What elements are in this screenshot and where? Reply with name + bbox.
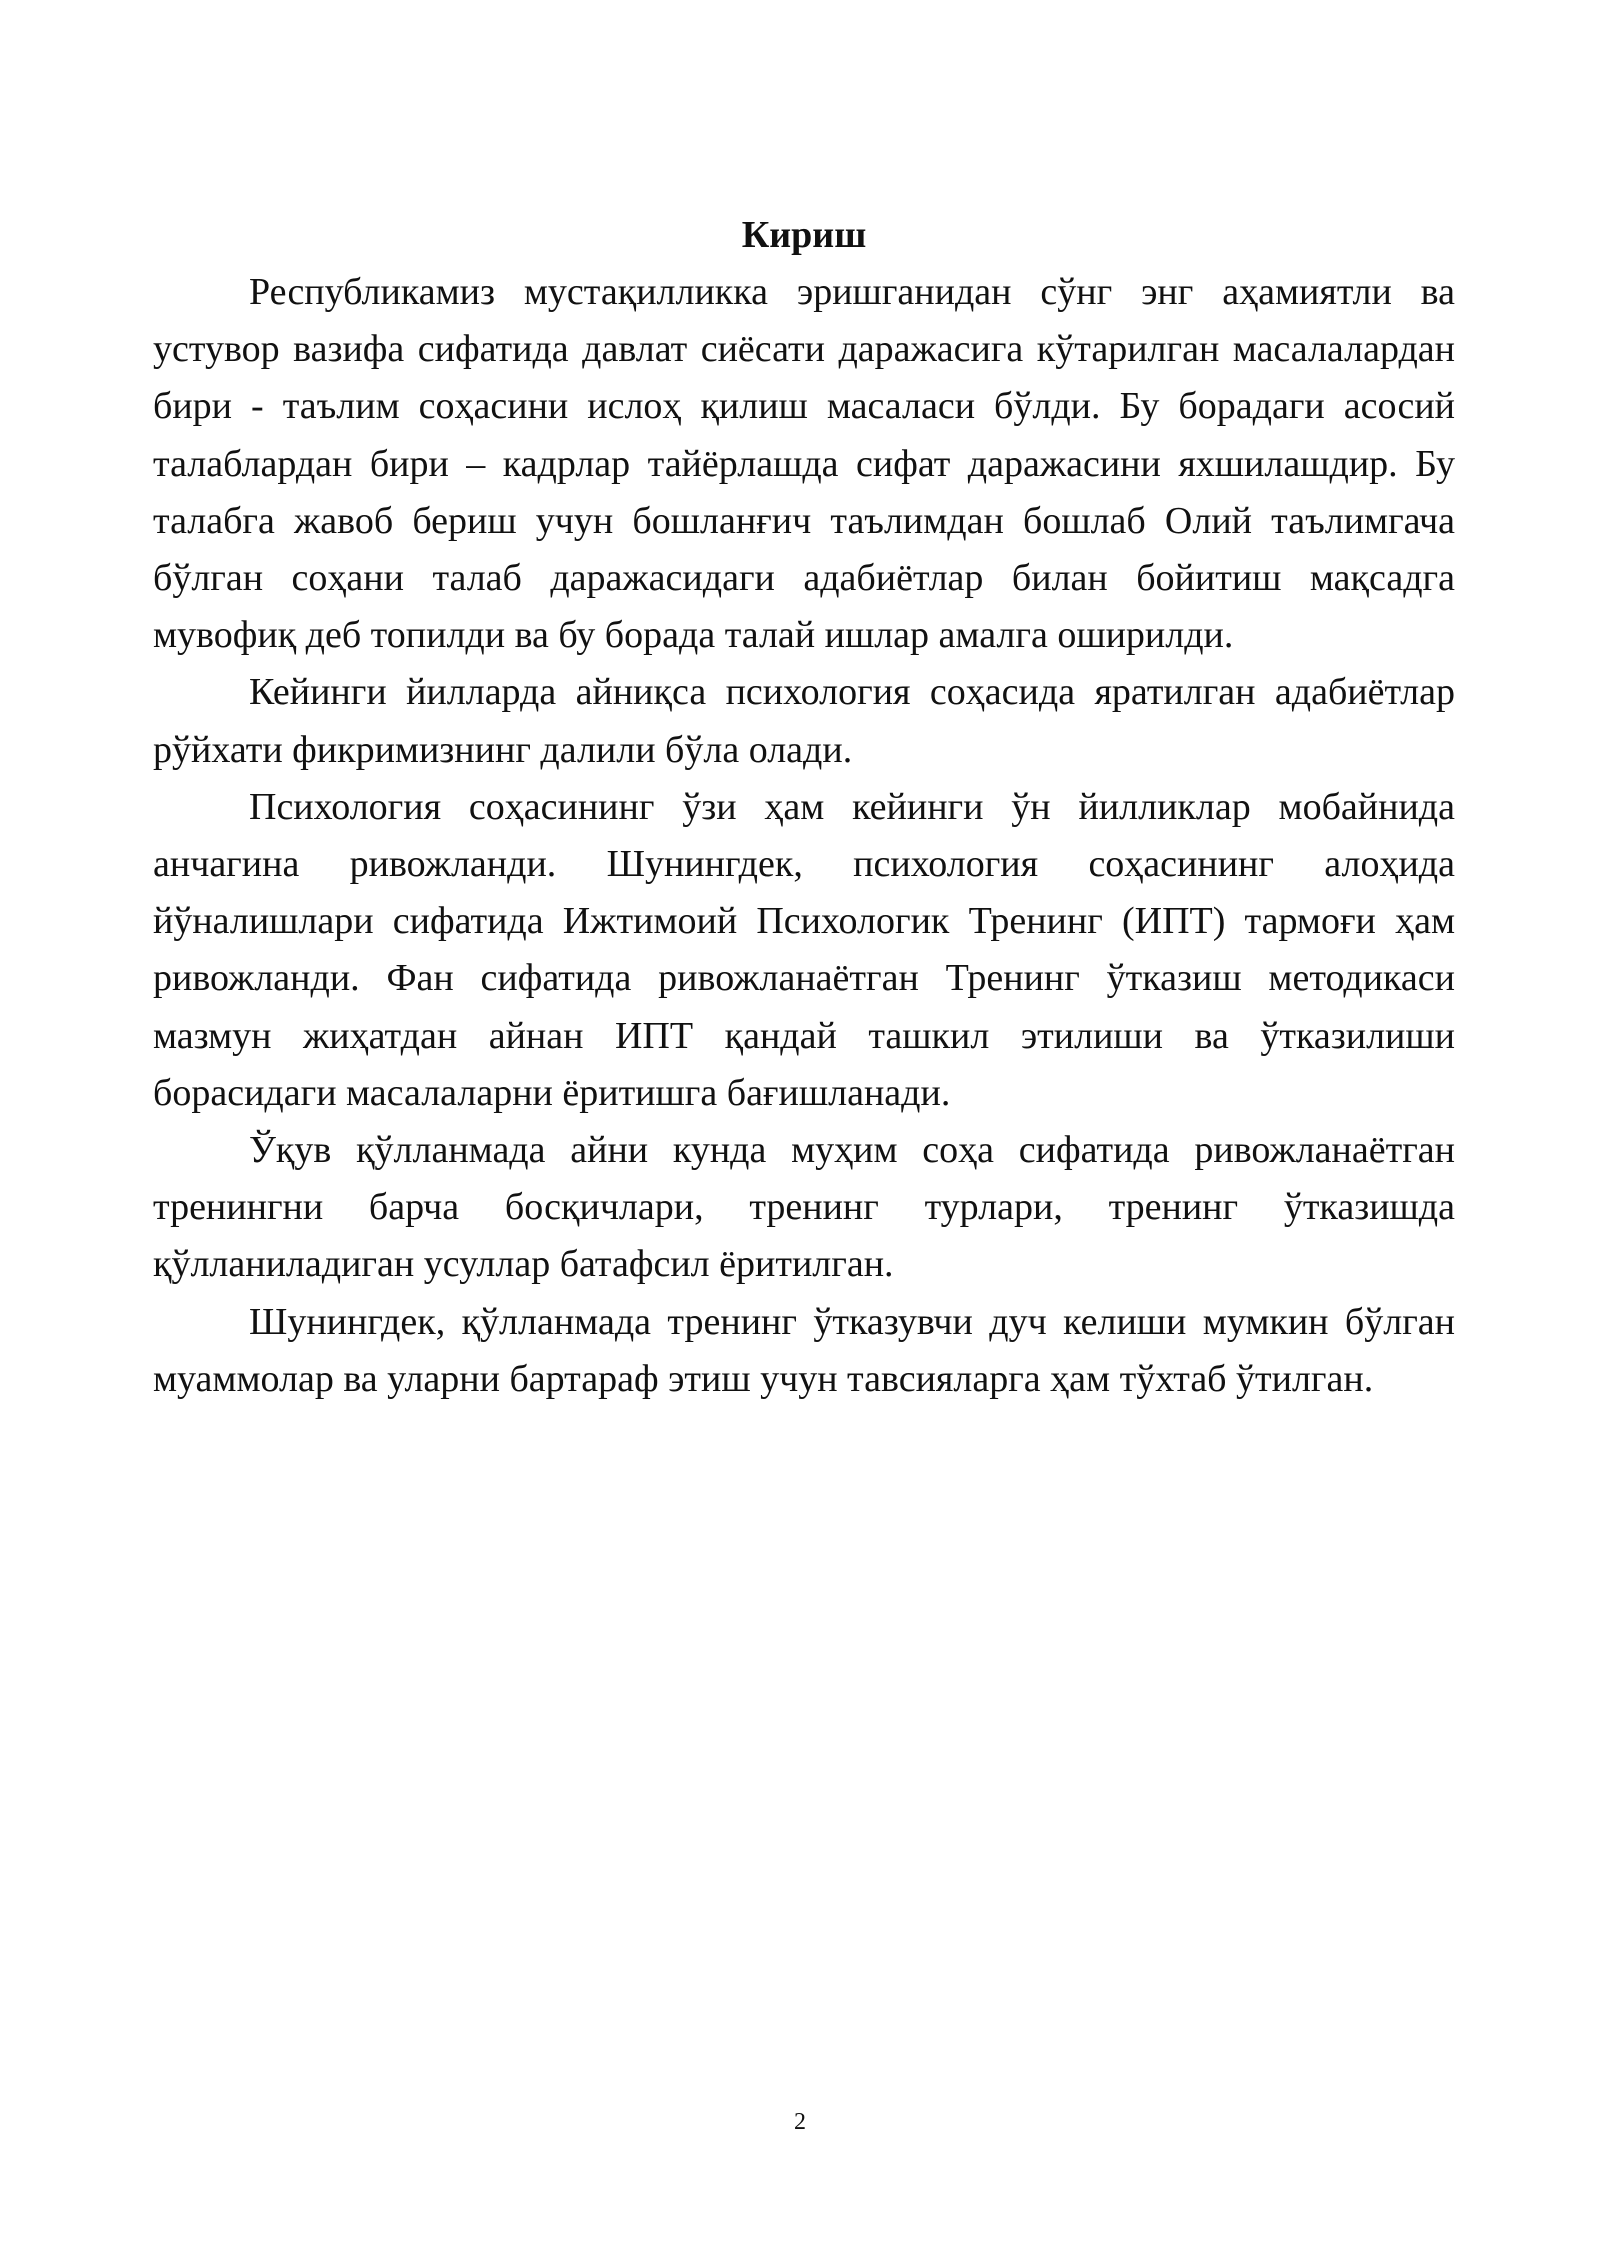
paragraph-3: Психология соҳасининг ўзи ҳам кейинги ўн йилликлар мобайнида анчагина ривожланди. Шунингдек, психология соҳасининг алоҳида йўналишлари сифатида Ижтимоий Психологик Тренинг (ИПТ) тармоғи ҳам ривожланди. Фан сифатида ривожланаётган Тренинг ўтказиш методикаси мазмун жиҳатдан айнан ИПТ қандай ташкил этилиши ва ўтказилиши борасидаги масалаларни ёритишга бағишланади. — [153, 785, 1455, 1114]
paragraph-1: Республикамиз мустақилликка эришганидан сўнг энг аҳамиятли ва устувор вазифа сифатида давлат сиёсати даражасига кўтарилган масалалардан бири - таълим соҳасини ислоҳ қилиш масаласи бўлди. Бу борадаги асосий талаблардан бири – кадрлар тайёрлашда сифат даражасини яхшилашдир. Бу талабга жавоб бериш учун бошланғич таълимдан бошлаб Олий таълимгача бўлган соҳани талаб даражасидаги адабиётлар билан бойитиш мақсадга мувофиқ деб топилди ва бу борада талай ишлар амалга оширилди. — [153, 271, 1455, 657]
paragraph-2: Кейинги йилларда айниқса психология соҳасида яратилган адабиётлар рўйхати фикримизнинг далили бўла олади. — [153, 671, 1455, 771]
paragraph-4: Ўқув қўлланмада айни кунда муҳим соҳа сифатида ривожланаётган тренингни барча босқичлари, тренинг турлари, тренинг ўтказишда қўлланиладиган усуллар батафсил ёритилган. — [153, 1129, 1455, 1286]
paragraph-5: Шунингдек, қўлланмада тренинг ўтказувчи дуч келиши мумкин бўлган муаммолар ва уларни бартараф этиш учун тавсияларга ҳам тўхтаб ўтилган. — [153, 1300, 1455, 1400]
page-number: 2 — [794, 2109, 806, 2135]
page-title: Кириш — [741, 214, 867, 256]
document-body — [153, 206, 1455, 1408]
